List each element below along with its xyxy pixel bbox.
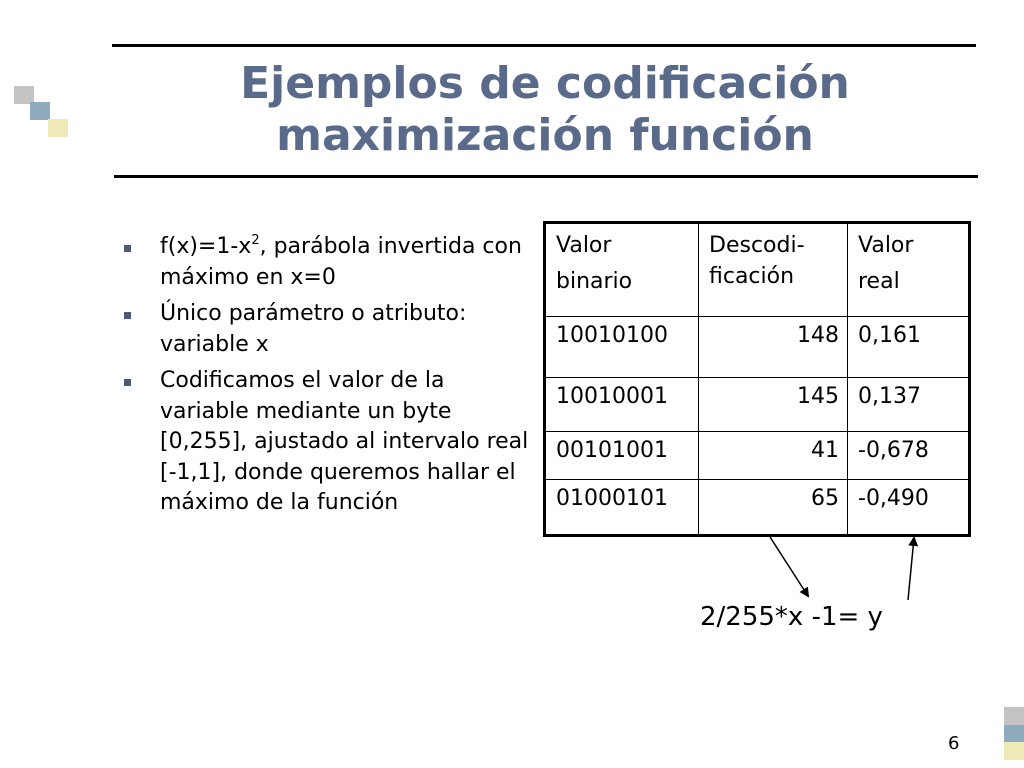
header-decoding-line2: ficación	[709, 264, 795, 289]
header-decoding-line1: Descodi-	[709, 233, 805, 258]
title-line-1: Ejemplos de codificación	[240, 58, 850, 109]
bullet-parameter: Único parámetro o atributo: variable x	[120, 299, 530, 360]
bullet-function-text: f(x)=1-x	[160, 234, 252, 259]
page-number: 6	[948, 733, 960, 754]
header-binary-line2: binario	[556, 269, 633, 294]
cell-decoded: 41	[699, 432, 848, 480]
cell-binary: 10010001	[545, 378, 699, 432]
cell-decoded: 65	[699, 480, 848, 536]
arrow-to-real	[908, 538, 914, 600]
decoding-formula: 2/255*x -1= y	[700, 602, 883, 632]
superscript-two: 2	[251, 233, 260, 248]
bullet-encoding: Codificamos el valor de la variable mediante un byte [0,255], ajustado al intervalo real [-1,1], donde queremos hallar el máximo de la función	[120, 366, 530, 519]
cell-real: -0,490	[848, 480, 970, 536]
cell-binary: 01000101	[545, 480, 699, 536]
cell-decoded: 145	[699, 378, 848, 432]
header-real-line1: Valor	[858, 233, 914, 258]
cell-real: 0,161	[848, 317, 970, 378]
cell-decoded: 148	[699, 317, 848, 378]
header-real-line2: real	[858, 269, 900, 294]
cell-real: -0,678	[848, 432, 970, 480]
arrow-to-decoded	[770, 537, 808, 596]
cell-real: 0,137	[848, 378, 970, 432]
title-line-2: maximización función	[276, 110, 814, 161]
cell-binary: 00101001	[545, 432, 699, 480]
cell-binary: 10010100	[545, 317, 699, 378]
bullet-function-text-rest: , parábola invertida con máximo en x=0	[160, 234, 522, 290]
header-binary-line1: Valor	[556, 233, 612, 258]
